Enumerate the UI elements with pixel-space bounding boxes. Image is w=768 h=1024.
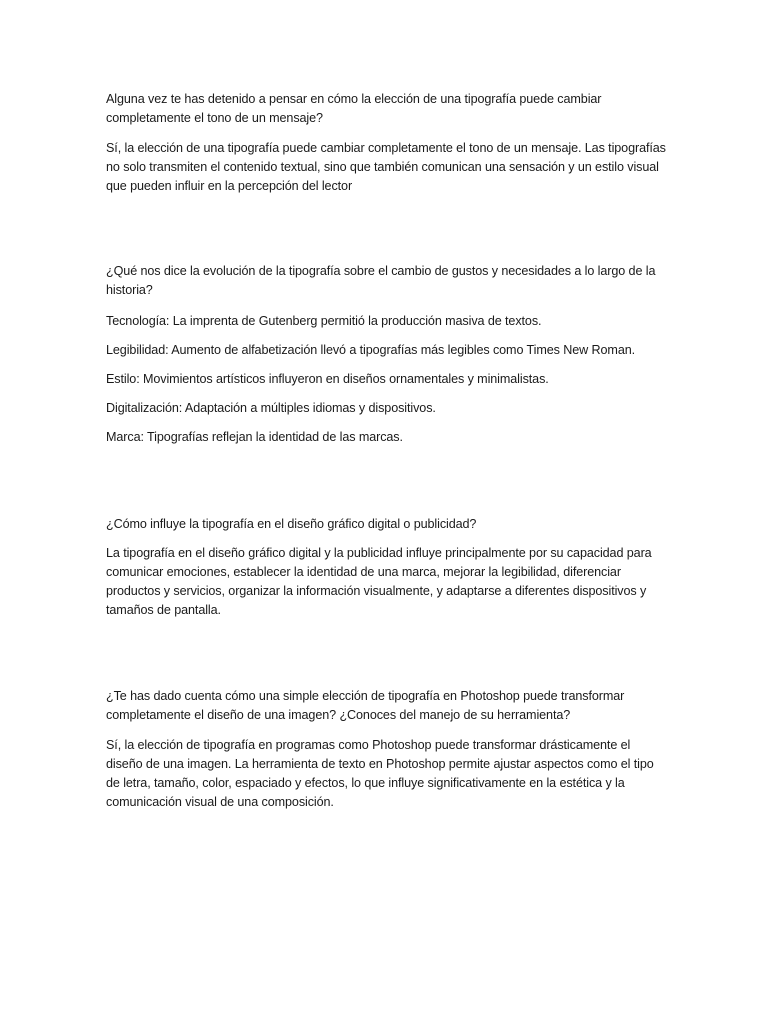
question-3: ¿Cómo influye la tipografía en el diseño gráfico digital o publicidad? bbox=[106, 517, 477, 531]
list-item: Marca: Tipografías reflejan la identidad de las marcas. bbox=[106, 430, 403, 444]
list-item: Tecnología: La imprenta de Gutenberg permitió la producción masiva de textos. bbox=[106, 314, 542, 328]
question-1: Alguna vez te has detenido a pensar en cómo la elección de una tipografía puede cambiar completamente el tono de un mensaje? bbox=[106, 92, 602, 125]
list-item: Legibilidad: Aumento de alfabetización llevó a tipografías más legibles como Times New Roman. bbox=[106, 343, 636, 357]
question-2: ¿Qué nos dice la evolución de la tipografía sobre el cambio de gustos y necesidades a lo largo de la historia? bbox=[106, 264, 656, 297]
answer-1: Sí, la elección de una tipografía puede cambiar completamente el tono de un mensaje. Las tipografías no solo transmiten el contenido textual, sino que también comunican una sensación y un estilo visual que pueden influir en la percepción del lector bbox=[106, 141, 666, 193]
answer-4: Sí, la elección de tipografía en programas como Photoshop puede transformar drásticamente el diseño de una imagen. La herramienta de texto en Photoshop permite ajustar aspectos como el tipo de letra, tamaño, color, espaciado y efectos, lo que influye significativamente en la estética y la comunicación visual de una composición. bbox=[106, 738, 654, 809]
answer-3: La tipografía en el diseño gráfico digital y la publicidad influye principalmente por su capacidad para comunicar emociones, establecer la identidad de una marca, mejorar la legibilidad, diferenciar productos y servicios, organizar la información visualmente, y adaptarse a diferentes dispositivos y tamaños de pantalla. bbox=[106, 546, 652, 617]
question-4: ¿Te has dado cuenta cómo una simple elección de tipografía en Photoshop puede transformar completamente el diseño de una imagen? ¿Conoces del manejo de su herramienta? bbox=[106, 689, 625, 722]
list-item: Estilo: Movimientos artísticos influyeron en diseños ornamentales y minimalistas. bbox=[106, 372, 549, 386]
list-item: Digitalización: Adaptación a múltiples idiomas y dispositivos. bbox=[106, 401, 436, 415]
